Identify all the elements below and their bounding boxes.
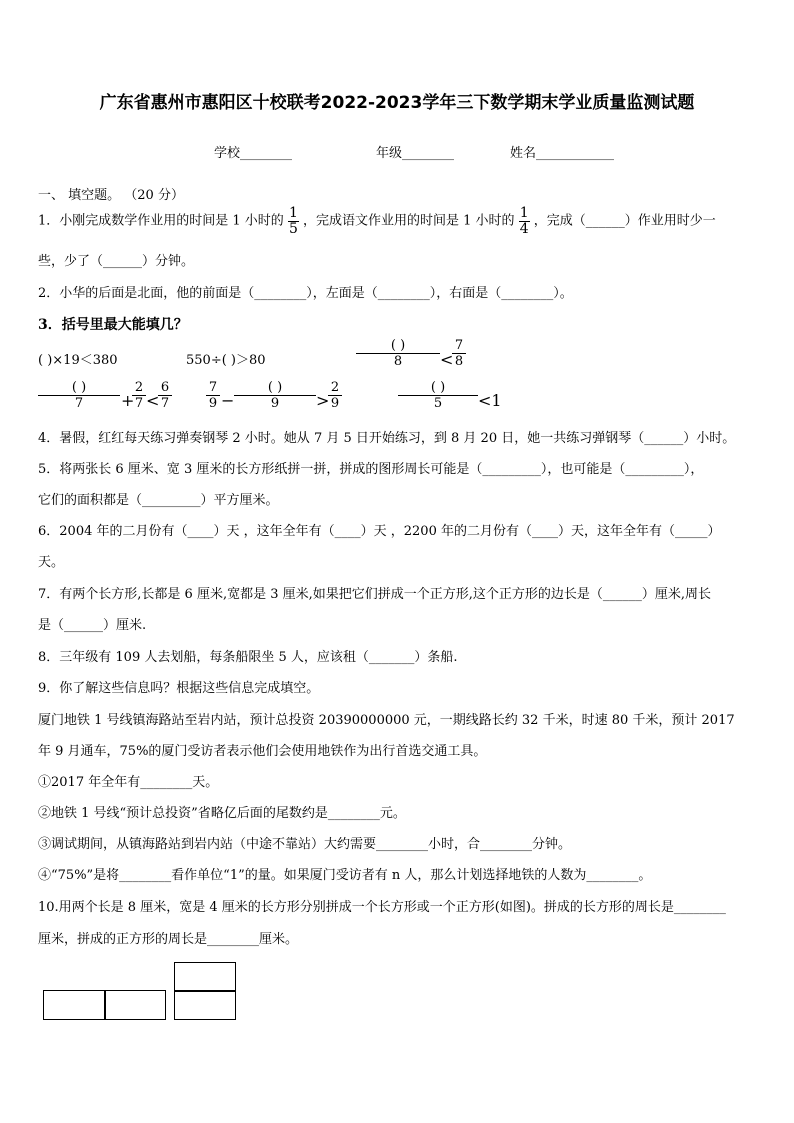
q3-expression-2: 550÷( )＞80	[186, 353, 266, 368]
question-4: 4．暑假，红红每天练习弹奏钢琴 2 小时。她从 7 月 5 日开始练习，到 8 月 20 日，她一共练习弹钢琴（______）小时。	[38, 431, 736, 446]
question-9-sub-2: ②地铁 1 号线“预计总投资”省略亿后面的尾数约是________元。	[38, 806, 406, 821]
section-heading: 一、 填空题。 （20 分）	[38, 188, 184, 203]
question-1	[38, 206, 716, 237]
question-6-line-1: 6．2004 年的二月份有（____）天 ，这年全年有（____）天 ，2200 年的二月份有（____）天，这年全年有（_____）	[38, 524, 721, 539]
q3-expression-4-relation: <	[146, 391, 160, 410]
figure-rect-bottom	[174, 990, 236, 1020]
question-9-sub-3: ③调试期间，从镇海路站到岩内站（中途不靠站）大约需要________小时，合________分钟。	[38, 837, 572, 852]
q3-expression-5-blank-fraction: ( ) 9	[234, 380, 316, 411]
question-9-passage-1: 厦门地铁 1 号线镇海路站至岩内站，预计总投资 20390000000 元，一期线路长约 32 千米，时速 80 千米，预计 2017	[38, 713, 735, 728]
q3-expression-6-relation: <1	[478, 391, 502, 410]
question-5-line-2: 它们的面积都是（_________）平方厘米。	[38, 493, 279, 508]
q1-text-a: 1．小刚完成数学作业用的时间是 1 小时的	[38, 213, 284, 229]
question-10-line-1: 10.用两个长是 8 厘米，宽是 4 厘米的长方形分别拼成一个长方形或一个正方形(如图)。拼成的长方形的周长是________	[38, 900, 726, 915]
figure-rect-left	[43, 990, 106, 1020]
q3-expression-4-fraction-a: 2 7	[132, 380, 146, 411]
q3-expression-3-fraction: 7 8	[452, 338, 466, 369]
page-title: 广东省惠州市惠阳区十校联考2022-2023学年三下数学期末学业质量监测试题	[99, 93, 695, 113]
q1-fraction-2: $\frac{1}{4}$	[519, 205, 529, 237]
q3-expression-5-fraction-a: 7 9	[206, 380, 220, 411]
question-9-passage-2: 年 9 月通车，75%的厦门受访者表示他们会使用地铁作为出行首选交通工具。	[38, 744, 487, 759]
question-5-line-1: 5．将两张长 6 厘米、宽 3 厘米的长方形纸拼一拼，拼成的图形周长可能是（_________），也可能是（_________），	[38, 462, 704, 477]
q1-text-b: ，完成语文作业用的时间是 1 小时的	[303, 213, 515, 229]
figure-rect-right	[104, 990, 166, 1020]
question-7-line-2: 是（______）厘米.	[38, 618, 147, 633]
q3-expression-3-relation: <	[440, 350, 454, 369]
question-7-line-1: 7．有两个长方形,长都是 6 厘米,宽都是 3 厘米,如果把它们拼成一个正方形,这个正方形的边长是（______）厘米,周长	[38, 587, 712, 602]
q3-expression-4-blank-fraction: ( ) 7	[38, 380, 120, 411]
question-9-sub-1: ①2017 年全年有________天。	[38, 775, 219, 790]
question-9-title: 9．你了解这些信息吗？根据这些信息完成填空。	[38, 681, 320, 696]
q3-expression-4-fraction-b: 6 7	[158, 380, 172, 411]
question-6-line-2: 天。	[38, 555, 65, 570]
q3-expression-5-relation: >	[316, 391, 330, 410]
name-field[interactable]: 姓名____________	[510, 146, 615, 161]
q3-expression-5-minus: −	[221, 391, 235, 410]
q3-expression-3-blank-fraction: ( ) 8	[356, 338, 440, 369]
grade-field[interactable]: 年级________	[376, 146, 455, 161]
figure-rect-top	[174, 962, 236, 992]
question-2: 2．小华的后面是北面，他的前面是（________），左面是（________），右面是（________）。	[38, 286, 573, 301]
question-1-line-2: 些，少了（______）分钟。	[38, 254, 195, 269]
q3-expression-6-blank-fraction: ( ) 5	[398, 380, 478, 411]
q3-expression-4-plus: +	[121, 391, 135, 410]
question-8: 8．三年级有 109 人去划船，每条船限坐 5 人，应该租（_______）条船.	[38, 650, 458, 665]
school-field[interactable]: 学校________	[214, 146, 293, 161]
q1-fraction-1: $\frac{1}{5}$	[288, 205, 298, 237]
question-3-title: 3．括号里最大能填几？	[38, 317, 188, 333]
question-9-sub-4: ④“75%”是将________看作单位“1”的量。如果厦门受访者有 n 人，那么计划选择地铁的人数为________。	[38, 868, 652, 883]
question-10-line-2: 厘米，拼成的正方形的周长是________厘米。	[38, 932, 299, 947]
q3-expression-1: ( )×19＜380	[38, 353, 118, 368]
q1-text-c: ，完成（______）作业用时少一	[533, 213, 716, 229]
q3-expression-5-fraction-b: 2 9	[328, 380, 342, 411]
